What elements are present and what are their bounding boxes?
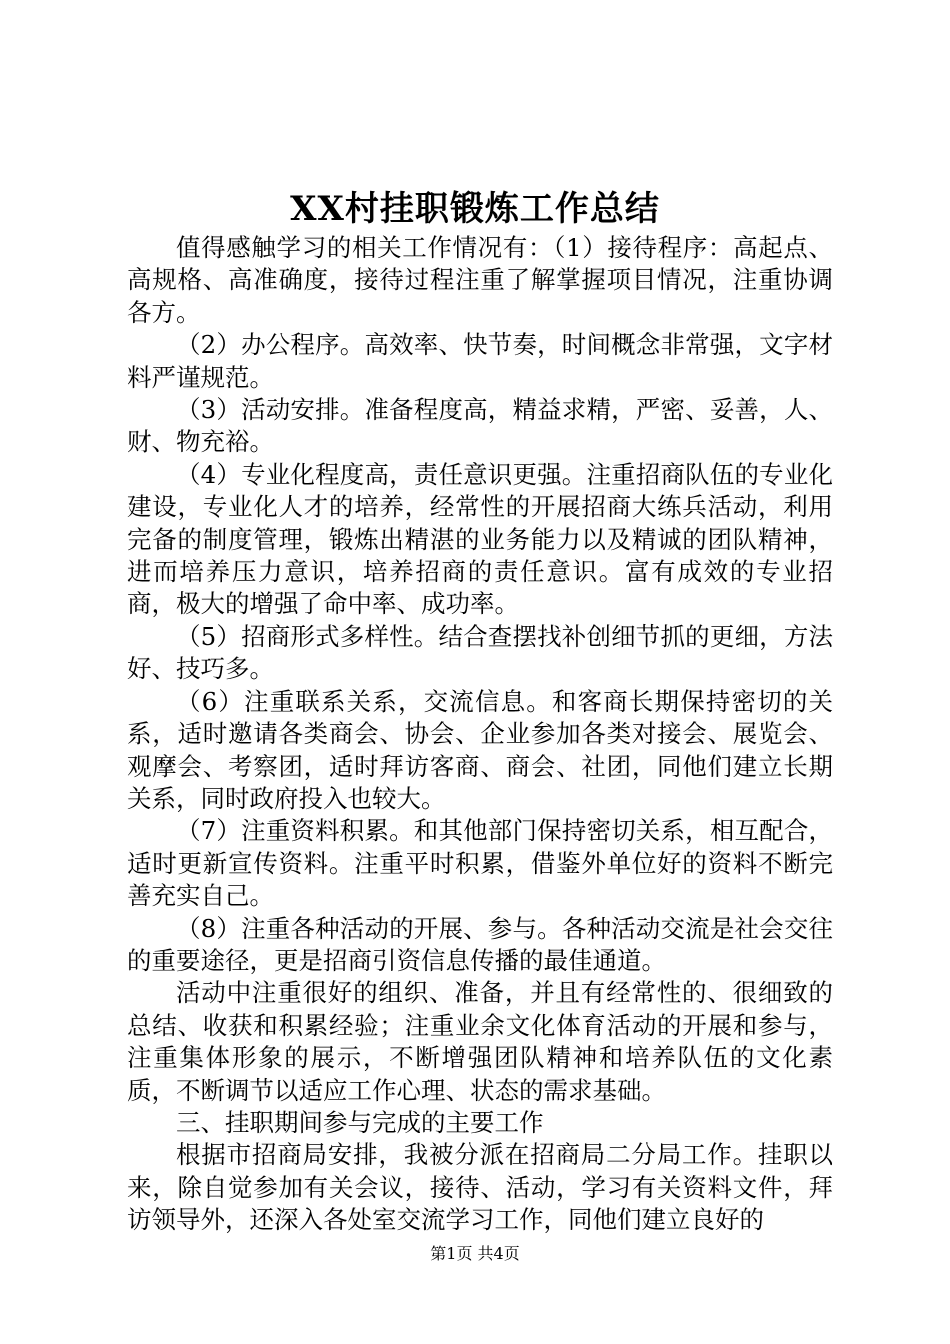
paragraph-intro: 值得感触学习的相关工作情况有：（1）接待程序：高起点、高规格、高准确度，接待过程注重了解掌握项目情况，注重协调各方。 xyxy=(127,233,833,327)
paragraph-item-2: （2）办公程序。高效率、快节奏，时间概念非常强，文字材料严谨规范。 xyxy=(127,330,833,392)
paragraph-item-4: （4）专业化程度高，责任意识更强。注重招商队伍的专业化建设，专业化人才的培养，经常性的开展招商大练兵活动，利用完备的制度管理，锻炼出精湛的业务能力以及精诚的团队精神，进而培养压力意识，培养招商的责任意识。富有成效的专业招商，极大的增强了命中率、成功率。 xyxy=(127,459,833,619)
document-title: XX村挂职锻炼工作总结 xyxy=(290,189,660,229)
page-footer: 第1页 共4页 xyxy=(430,1244,520,1263)
section-heading: 三、挂职期间参与完成的主要工作 xyxy=(176,1107,544,1137)
paragraph-item-3: （3）活动安排。准备程度高，精益求精，严密、妥善，人、财、物充裕。 xyxy=(127,395,833,457)
paragraph-item-5: （5）招商形式多样性。结合查摆找补创细节抓的更细，方法好、技巧多。 xyxy=(127,621,833,684)
paragraph-main-work: 根据市招商局安排，我被分派在招商局二分局工作。挂职以来，除自觉参加有关会议，接待、活动，学习有关资料文件，拜访领导外，还深入各处室交流学习工作，同他们建立良好的 xyxy=(127,1140,833,1235)
paragraph-item-7: （7）注重资料积累。和其他部门保持密切关系，相互配合，适时更新宣传资料。注重平时积累，借鉴外单位好的资料不断完善充实自己。 xyxy=(127,816,833,911)
document-body xyxy=(127,232,833,1237)
paragraph-item-8: （8）注重各种活动的开展、参与。各种活动交流是社会交往的重要途径，更是招商引资信息传播的最佳通道。 xyxy=(127,913,833,975)
paragraph-item-6: （6）注重联系关系，交流信息。和客商长期保持密切的关系，适时邀请各类商会、协会、企业参加各类对接会、展览会、观摩会、考察团，适时拜访客商、商会、社团，同他们建立长期关系，同时政府投入也较大。 xyxy=(127,686,833,813)
paragraph-activities: 活动中注重很好的组织、准备，并且有经常性的、很细致的总结、收获和积累经验；注重业余文化体育活动的开展和参与，注重集体形象的展示，不断增强团队精神和培养队伍的文化素质，不断调节以适应工作心理、状态的需求基础。 xyxy=(127,978,833,1105)
